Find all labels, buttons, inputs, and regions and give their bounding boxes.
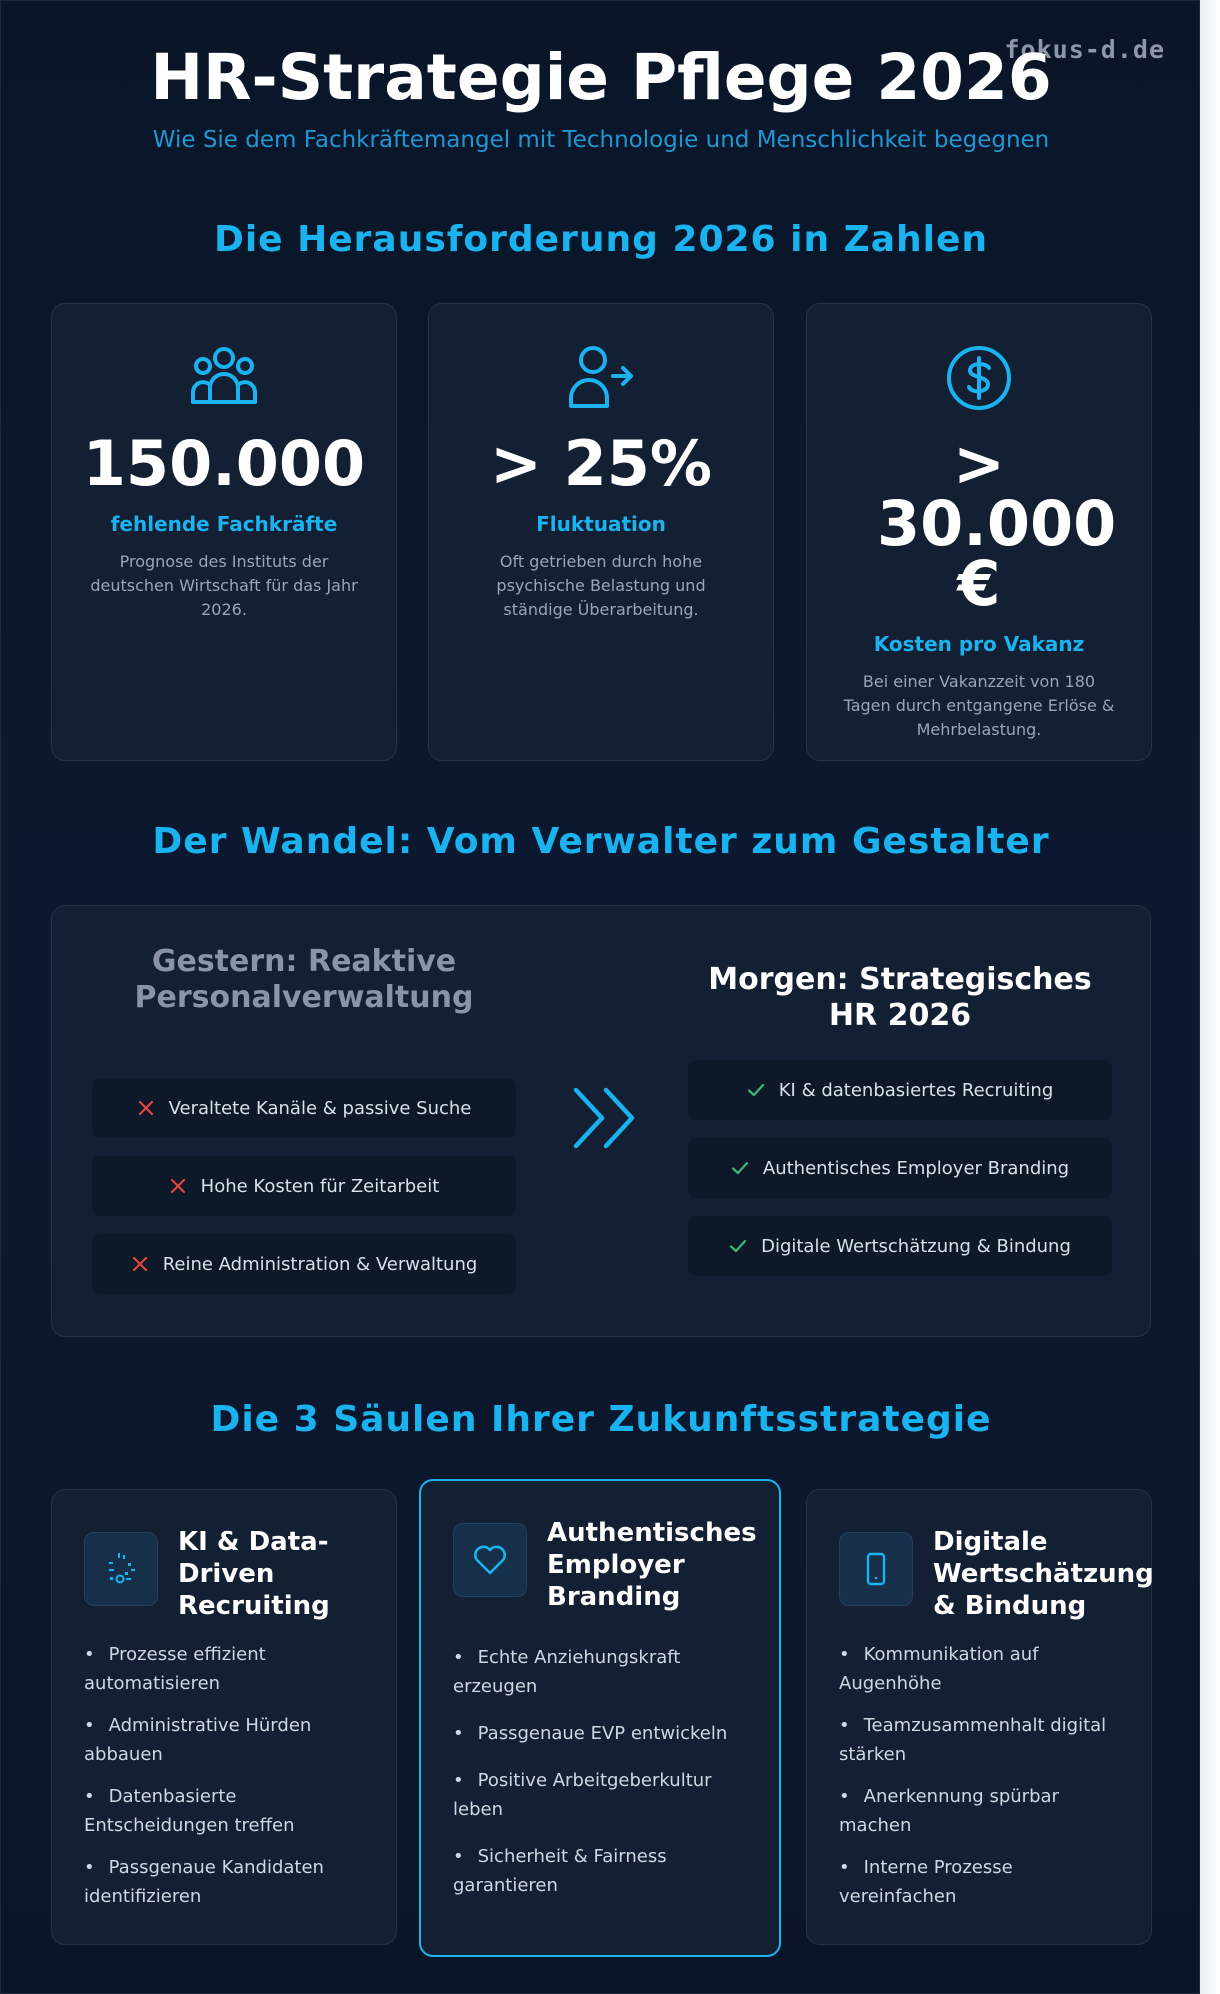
stat-description: Bei einer Vakanzzeit von 180 Tagen durch entgangene Erlöse & Mehrbelastung.	[843, 672, 1115, 739]
check-icon	[729, 1237, 747, 1255]
stats-section-title: Die Herausforderung 2026 in Zahlen	[213, 219, 989, 260]
stat-description: Prognose des Instituts der deutschen Wirtschaft für das Jahr 2026.	[90, 552, 358, 619]
tomorrow-item	[688, 1060, 1112, 1120]
list-item: • Echte Anziehungskraft erzeugen	[453, 1643, 753, 1701]
list-item: • Positive Arbeitgeberkultur leben	[453, 1766, 753, 1824]
page-edge	[1200, 0, 1220, 1994]
double-chevron-right-icon	[570, 1086, 640, 1150]
stat-value: > 25%	[490, 427, 712, 500]
stat-value: 150.000	[82, 427, 366, 500]
yesterday-item-label: Veraltete Kanäle & passive Suche	[168, 1097, 472, 1119]
stat-value: > 30.000 €	[877, 427, 1117, 620]
heart-icon	[472, 1542, 508, 1578]
pillar-card-ai-recruiting	[51, 1489, 397, 1945]
pillars-section-title: Die 3 Säulen Ihrer Zukunftsstrategie	[210, 1399, 992, 1440]
stat-card-vacancy-cost	[806, 303, 1152, 761]
yesterday-item	[92, 1234, 516, 1294]
ai-chip-icon	[101, 1549, 141, 1589]
tomorrow-item	[688, 1216, 1112, 1276]
pillar-title: KI & Data-Driven Recruiting	[178, 1527, 330, 1621]
yesterday-item-label: Reine Administration & Verwaltung	[162, 1253, 478, 1275]
list-item: • Passgenaue Kandidaten identifizieren	[84, 1853, 370, 1911]
user-leaving-icon	[565, 342, 637, 414]
pillar-point-list	[453, 1643, 753, 1918]
yesterday-item-label: Hohe Kosten für Zeitarbeit	[200, 1175, 440, 1197]
cross-icon	[131, 1255, 149, 1273]
list-item: • Anerkennung spürbar machen	[839, 1782, 1125, 1840]
list-item: • Prozesse effizient automatisieren	[84, 1640, 370, 1698]
stat-label: Kosten pro Vakanz	[873, 632, 1085, 656]
cross-icon	[137, 1099, 155, 1117]
watermark: fokus-d.de	[1004, 35, 1165, 64]
dollar-coin-icon	[943, 342, 1015, 414]
transformation-panel	[51, 905, 1151, 1337]
stat-label: fehlende Fachkräfte	[110, 512, 338, 536]
users-group-icon	[188, 342, 260, 414]
pillar-title: Authentisches Employer Branding	[547, 1518, 757, 1612]
check-icon	[731, 1159, 749, 1177]
list-item: • Interne Prozesse vereinfachen	[839, 1853, 1125, 1911]
list-item: • Passgenaue EVP entwickeln	[453, 1719, 753, 1748]
yesterday-item	[92, 1078, 516, 1138]
page-title: HR-Strategie Pflege 2026	[150, 41, 1052, 114]
list-item: • Sicherheit & Fairness garantieren	[453, 1842, 753, 1900]
pillar-icon-box	[453, 1523, 527, 1597]
pillar-point-list	[84, 1640, 370, 1924]
stat-card-fluctuation	[428, 303, 774, 761]
pillar-icon-box	[84, 1532, 158, 1606]
pillar-card-digital-appreciation	[806, 1489, 1152, 1945]
stat-label: Fluktuation	[536, 512, 666, 536]
list-item: • Administrative Hürden abbauen	[84, 1711, 370, 1769]
tomorrow-item-label: Digitale Wertschätzung & Bindung	[761, 1235, 1071, 1257]
yesterday-item	[92, 1156, 516, 1216]
pillar-title: Digitale Wertschätzung & Bindung	[933, 1527, 1154, 1621]
pillar-point-list	[839, 1640, 1125, 1924]
transform-section-title: Der Wandel: Vom Verwalter zum Gestalter	[152, 821, 1050, 862]
tomorrow-item-label: KI & datenbasiertes Recruiting	[778, 1079, 1054, 1101]
stat-description: Oft getrieben durch hohe psychische Belastung und ständige Überarbeitung.	[496, 552, 706, 619]
list-item: • Teamzusammenhalt digital stärken	[839, 1711, 1125, 1769]
tomorrow-item-label: Authentisches Employer Branding	[762, 1157, 1070, 1179]
check-icon	[747, 1081, 765, 1099]
yesterday-title: Gestern: Reaktive Personalverwaltung	[134, 944, 474, 1015]
list-item: • Kommunikation auf Augenhöhe	[839, 1640, 1125, 1698]
pillar-card-employer-branding	[419, 1479, 781, 1957]
stat-card-missing-workers	[51, 303, 397, 761]
tomorrow-item	[688, 1138, 1112, 1198]
smartphone-icon	[858, 1551, 894, 1587]
page-subtitle: Wie Sie dem Fachkräftemangel mit Technologie und Menschlichkeit begegnen	[152, 127, 1050, 153]
tomorrow-title: Morgen: Strategisches HR 2026	[708, 962, 1092, 1033]
pillar-icon-box	[839, 1532, 913, 1606]
list-item: • Datenbasierte Entscheidungen treffen	[84, 1782, 370, 1840]
cross-icon	[169, 1177, 187, 1195]
